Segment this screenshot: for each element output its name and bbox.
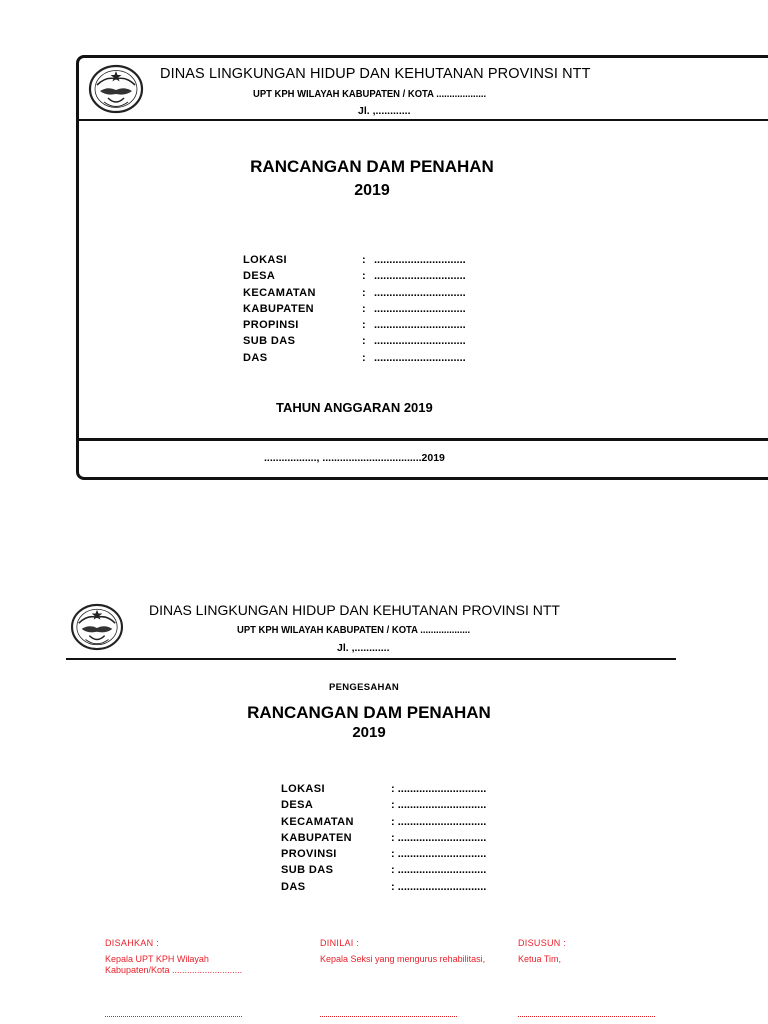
field-label: DAS [243, 351, 268, 364]
field-label: KABUPATEN [281, 831, 353, 844]
approval-field-row [281, 864, 511, 880]
field-label: KECAMATAN [281, 815, 354, 828]
signature-position: Kepala UPT KPH Wilayah [105, 953, 209, 964]
field-colon: : [362, 335, 367, 348]
field-label: DESA [243, 270, 276, 283]
field-colon: : [362, 302, 367, 315]
signature-block-prepared [518, 938, 566, 965]
cover-header-divider [79, 119, 768, 121]
field-value: : ............................. [391, 880, 487, 893]
cover-agency-name: DINAS LINGKUNGAN HIDUP DAN KEHUTANAN PROVINSI NTT [160, 66, 591, 82]
field-colon: : [362, 254, 367, 266]
approval-heading: PENGESAHAN [329, 682, 400, 693]
signature-line-approved [105, 1016, 242, 1017]
signature-line-assessed [320, 1016, 457, 1017]
approval-field-row [281, 816, 511, 832]
approval-field-row [281, 881, 511, 897]
cover-location-fields [243, 254, 503, 368]
cover-field-row [243, 319, 503, 335]
ntt-province-emblem-icon [88, 64, 144, 114]
field-colon: : [362, 319, 367, 332]
cover-year: 2019 [354, 182, 390, 199]
cover-field-row [243, 254, 503, 270]
field-label: LOKASI [243, 254, 287, 266]
field-value: : ............................. [391, 815, 487, 828]
cover-field-row [243, 335, 503, 351]
field-value: : ............................. [391, 799, 487, 812]
cover-field-row [243, 270, 503, 286]
approval-field-row [281, 799, 511, 815]
field-value: : ............................. [391, 864, 487, 877]
field-label: SUB DAS [243, 335, 296, 348]
ntt-province-emblem-icon [70, 603, 124, 651]
approval-unit-name: UPT KPH WILAYAH KABUPATEN / KOTA ................... [237, 624, 471, 636]
field-label: SUB DAS [281, 864, 334, 877]
field-value: .............................. [374, 302, 466, 315]
signature-role: DISAHKAN : [105, 938, 160, 948]
signature-role: DINILAI : [320, 938, 360, 948]
field-colon: : [362, 351, 367, 364]
field-label: LOKASI [281, 783, 325, 795]
cover-field-row [243, 303, 503, 319]
field-value: .............................. [374, 319, 466, 332]
field-label: DESA [281, 799, 314, 812]
field-value: : ............................. [391, 848, 487, 861]
approval-year: 2019 [352, 724, 386, 741]
approval-location-fields [281, 783, 511, 897]
cover-place-date: .................., ..................................2019 [264, 452, 445, 464]
cover-address: Jl. ,............ [358, 105, 411, 117]
approval-field-row [281, 848, 511, 864]
approval-field-row [281, 832, 511, 848]
field-value: .............................. [374, 335, 466, 348]
cover-budget-year: TAHUN ANGGARAN 2019 [276, 400, 433, 415]
field-label: DAS [281, 880, 306, 893]
field-label: PROPINSI [243, 319, 299, 332]
field-value: : ............................. [391, 783, 487, 795]
cover-title: RANCANGAN DAM PENAHAN [250, 157, 494, 176]
signature-block-approved [105, 938, 242, 977]
field-value: .............................. [374, 286, 466, 299]
cover-field-row [243, 352, 503, 368]
signature-line-prepared [518, 1016, 655, 1017]
cover-unit-name: UPT KPH WILAYAH KABUPATEN / KOTA ................... [253, 88, 487, 100]
approval-title: RANCANGAN DAM PENAHAN [247, 703, 491, 722]
cover-field-row [243, 287, 503, 303]
field-value: .............................. [374, 254, 466, 266]
field-value: .............................. [374, 270, 466, 283]
signature-role: DISUSUN : [518, 938, 567, 948]
signature-position-line2: Kabupaten/Kota ............................ [105, 965, 243, 975]
signature-block-assessed [320, 938, 485, 965]
signature-position: Kepala Seksi yang mengurus rehabilitasi, [320, 953, 486, 964]
field-label: KABUPATEN [243, 302, 315, 315]
cover-footer-divider [79, 438, 768, 441]
approval-header-divider [66, 658, 676, 660]
signature-position: Ketua Tim, [518, 953, 562, 964]
approval-field-row [281, 783, 511, 799]
approval-address: Jl. ,............ [337, 642, 390, 654]
field-value: .............................. [374, 351, 466, 364]
field-colon: : [362, 286, 367, 299]
field-label: KECAMATAN [243, 286, 316, 299]
field-value: : ............................. [391, 831, 487, 844]
field-colon: : [362, 270, 367, 283]
field-label: PROVINSI [281, 848, 337, 861]
approval-agency-name: DINAS LINGKUNGAN HIDUP DAN KEHUTANAN PROVINSI NTT [149, 602, 560, 618]
